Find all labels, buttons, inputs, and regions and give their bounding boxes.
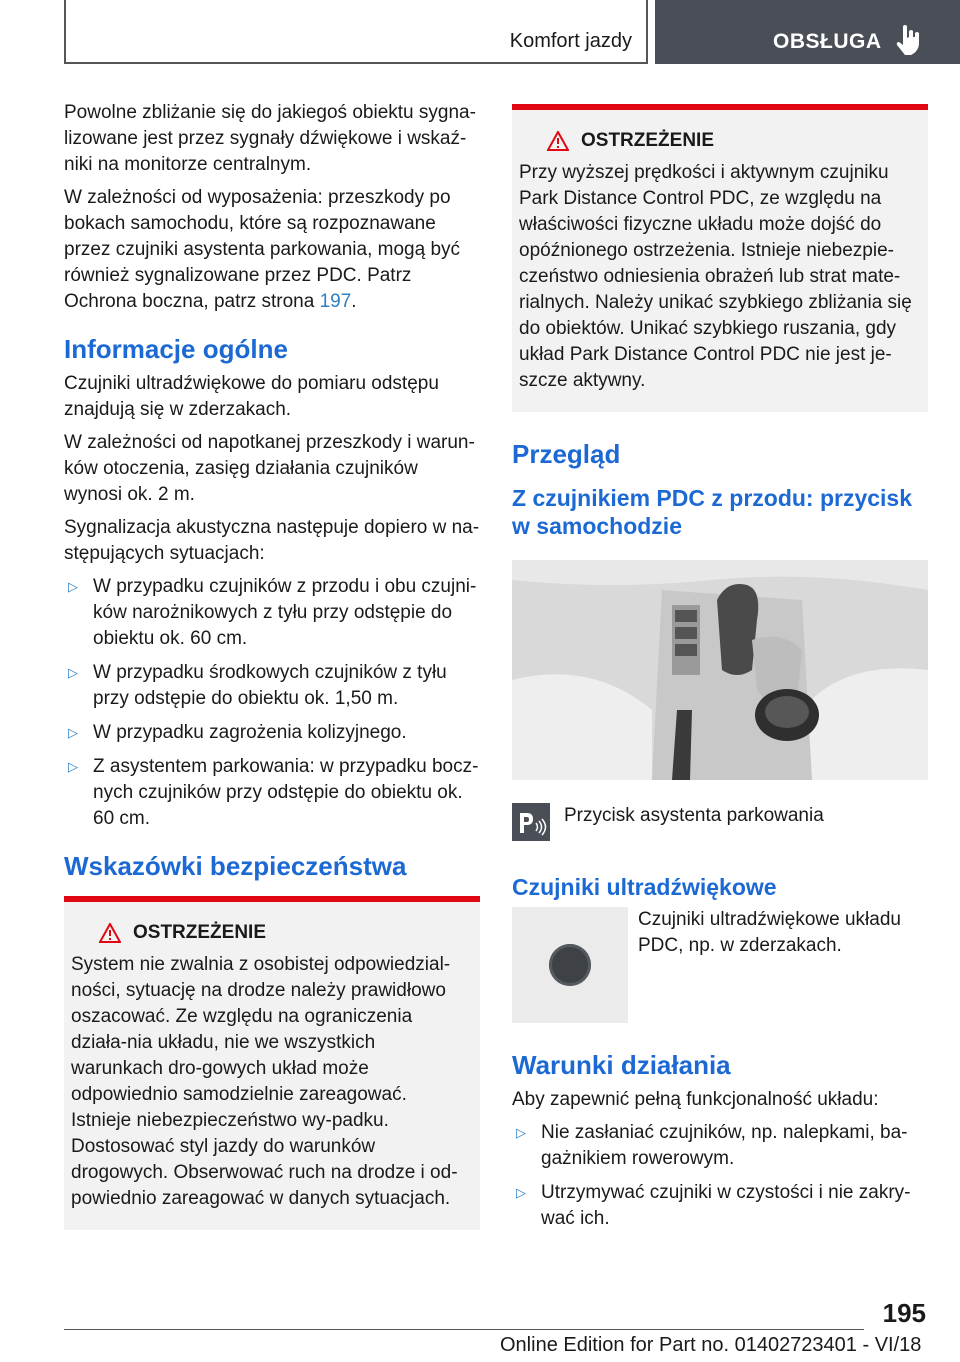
list-item-text: Utrzymywać czujniki w czystości i nie zakry-wać ich. <box>541 1182 911 1229</box>
general-paragraph-3: Sygnalizacja akustyczna następuje dopiero w na-stępujących sytuacjach: <box>64 517 480 564</box>
bullet-triangle-icon: ▷ <box>68 579 78 594</box>
heading-general-info: Informacje ogólne <box>64 334 288 364</box>
warning-title-row <box>519 130 920 152</box>
warning-box-left <box>64 896 480 1230</box>
bullet-triangle-icon: ▷ <box>68 665 78 680</box>
right-column <box>512 100 928 1240</box>
park-assist-button-icon <box>512 803 550 841</box>
warning-triangle-icon <box>99 923 121 943</box>
signal-conditions-list <box>64 574 480 832</box>
list-item-text: Nie zasłaniać czujników, np. nalepkami, ba-gażnikiem rowerowym. <box>541 1122 908 1169</box>
warning-title-row <box>71 922 472 944</box>
hand-pointer-icon <box>895 24 923 56</box>
bullet-triangle-icon: ▷ <box>516 1185 526 1200</box>
bullet-triangle-icon: ▷ <box>68 725 78 740</box>
list-item <box>64 660 480 712</box>
intro-paragraph: Powolne zbliżanie się do jakiegoś obiektu sygna-lizowane jest przez sygnały dźwiękowe i wskaź-niki na monitorze centralnym. <box>64 102 476 175</box>
bullet-triangle-icon: ▷ <box>516 1125 526 1140</box>
sensor-image <box>512 907 628 1023</box>
heading-operating-conditions: Warunki działania <box>512 1050 731 1080</box>
list-item-text: Z asystentem parkowania: w przypadku bocz-nych czujników przy odstępie do obiektu ok. 60 cm. <box>93 756 479 829</box>
list-item-text: W przypadku środkowych czujników z tyłu przy odstępie do obiektu ok. 1,50 m. <box>93 662 447 709</box>
heading-overview: Przegląd <box>512 439 621 469</box>
center-console-photo <box>512 560 928 780</box>
header-section-box <box>64 0 648 64</box>
side-protection-paragraph <box>64 185 480 315</box>
heading-safety: Wskazówki bezpieczeństwa <box>64 851 407 881</box>
warning-title: OSTRZEŻENIE <box>133 922 267 943</box>
header-chapter-box <box>655 0 960 64</box>
conditions-intro: Aby zapewnić pełną funkcjonalność układu: <box>512 1089 879 1110</box>
page-link-197[interactable]: 197 <box>319 291 352 312</box>
list-item <box>512 1180 928 1232</box>
photo-caption-row <box>512 803 928 841</box>
sensors-text: Czujniki ultradźwiękowe układu PDC, np. w zderzakach. <box>638 909 901 956</box>
list-item-text: W przypadku zagrożenia kolizyjnego. <box>93 722 407 743</box>
warning-text: System nie zwalnia z osobistej odpowiedzial-ności, sytuację na drodze należy prawidłowo oszacować. Ze względu na ograniczenia działa-nia układu, nie we wszystkich warunkach dro-gowych układ może odpowiednio samodzielnie zareagować. Istnieje niebezpieczeństwo wy-padku. Dostosować styl jazdy do warunków drogowych. Obserwować ruch na drodze i od-powiednio zareagować w danych sytuacjach. <box>71 954 458 1209</box>
side-protection-text: W zależności od wyposażenia: przeszkody po bokach samochodu, które są rozpoznawane przez czujniki asystenta parkowania, mogą być również sygnalizowane przez PDC. Patrz Ochrona boczna, patrz strona <box>64 187 461 312</box>
left-column <box>64 100 480 1230</box>
list-item <box>64 574 480 652</box>
page-number: 195 <box>882 1298 926 1328</box>
heading-ultrasonic-sensors: Czujniki ultradźwiękowe <box>512 874 777 900</box>
warning-title: OSTRZEŻENIE <box>581 130 715 151</box>
conditions-list <box>512 1120 928 1232</box>
list-item <box>64 720 480 746</box>
photo-caption: Przycisk asystenta parkowania <box>564 805 824 826</box>
general-paragraph-2: W zależności od napotkanej przeszkody i warun-ków otoczenia, zasięg działania czujników wynosi ok. 2 m. <box>64 432 475 505</box>
footer-divider <box>64 1329 864 1330</box>
sentence-end: . <box>351 291 357 312</box>
header-chapter-title: OBSŁUGA <box>773 30 882 53</box>
heading-front-pdc-button: Z czujnikiem PDC z przodu: przycisk w samochodzie <box>512 485 913 539</box>
bullet-triangle-icon: ▷ <box>68 759 78 774</box>
sensor-dot-icon <box>549 944 591 986</box>
sensor-row <box>512 907 928 1023</box>
warning-box-right <box>512 104 928 412</box>
footer-edition: Online Edition for Part no. 01402723401 - VI/18 <box>500 1334 922 1356</box>
list-item <box>512 1120 928 1172</box>
header-section-title: Komfort jazdy <box>509 30 632 52</box>
list-item-text: W przypadku czujników z przodu i obu czujni-ków narożnikowych z tyłu przy odstępie do obiektu ok. 60 cm. <box>93 576 477 649</box>
list-item <box>64 754 480 832</box>
warning-text: Przy wyższej prędkości i aktywnym czujniku Park Distance Control PDC, ze względu na właściwości fizyczne układu może dojść do opóźnionego ostrzeżenia. Istnieje niebezpie-czeństwo odniesienia obrażeń lub strat mate-rialnych. Należy unikać szybkiego zbliżania się do obiektów. Unikać szybkiego ruszania, gdy układ Park Distance Control PDC nie jest je-szcze aktywny. <box>519 162 912 391</box>
warning-triangle-icon <box>547 131 569 151</box>
general-paragraph-1: Czujniki ultradźwiękowe do pomiaru odstępu znajdują się w zderzakach. <box>64 373 439 420</box>
